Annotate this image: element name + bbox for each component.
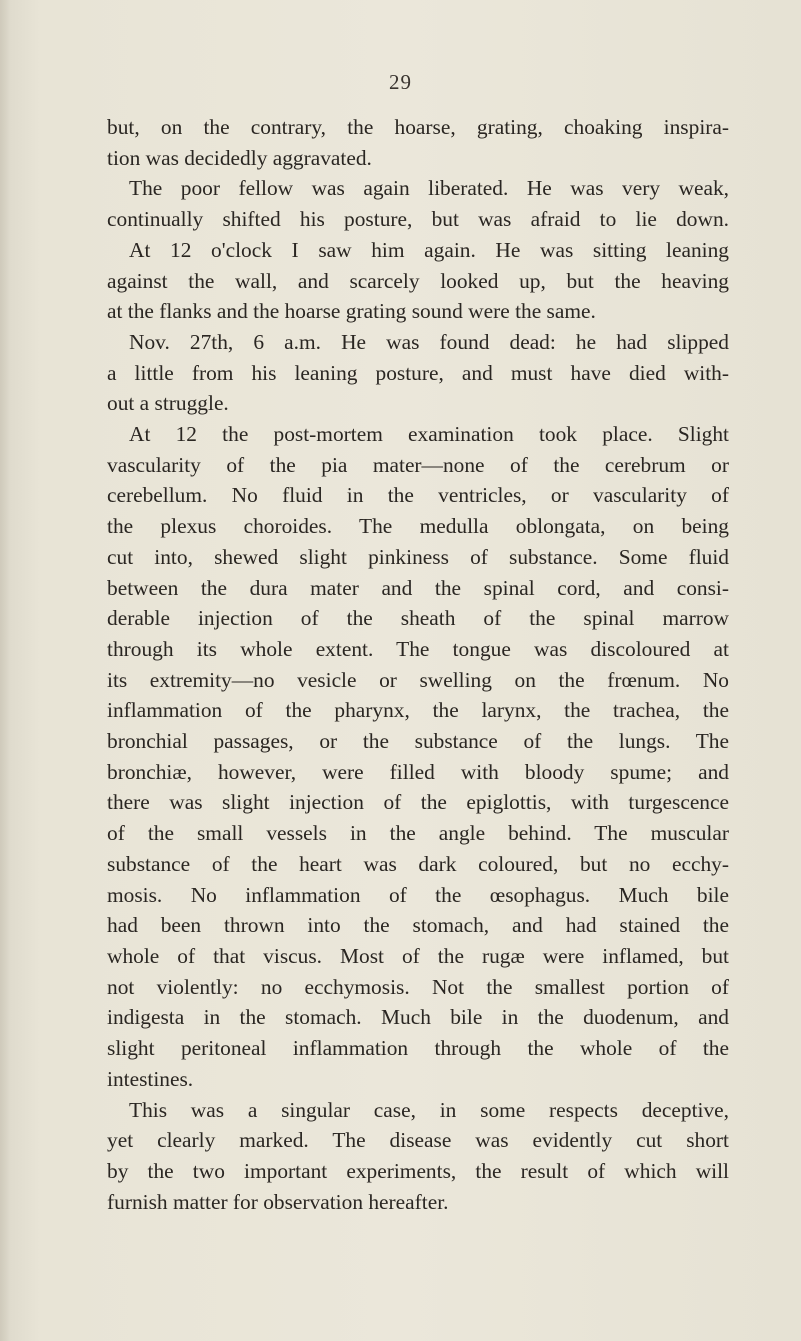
text-line: the plexus choroides. The medulla oblongata, on being bbox=[107, 514, 729, 539]
text-line: vascularity of the pia mater—none of the cerebrum or bbox=[107, 452, 729, 477]
text-line: through its whole extent. The tongue was discoloured at bbox=[107, 636, 729, 661]
page-edge-shadow bbox=[0, 0, 10, 1341]
page-number: 29 bbox=[389, 70, 412, 94]
text-line: mosis. No inflammation of the œsophagus. Much bile bbox=[107, 882, 729, 907]
text-line: continually shifted his posture, but was afraid to lie down. bbox=[107, 207, 729, 232]
text-line: derable injection of the sheath of the spinal marrow bbox=[107, 606, 729, 631]
text-line: bronchiæ, however, were filled with bloody spume; and bbox=[107, 759, 729, 784]
text-line: whole of that viscus. Most of the rugæ were inflamed, but bbox=[107, 943, 729, 968]
text-line: its extremity—no vesicle or swelling on the frœnum. No bbox=[107, 667, 729, 692]
text-line: cerebellum. No fluid in the ventricles, or vascularity of bbox=[107, 483, 729, 508]
text-line: At 12 o'clock I saw him again. He was sitting leaning bbox=[129, 237, 729, 262]
text-line: out a struggle. bbox=[107, 391, 229, 416]
text-line: furnish matter for observation hereafter. bbox=[107, 1189, 449, 1214]
body-text bbox=[107, 112, 729, 1217]
text-line: at the flanks and the hoarse grating sound were the same. bbox=[107, 299, 596, 324]
text-line: The poor fellow was again liberated. He was very weak, bbox=[129, 176, 729, 201]
text-line: inflammation of the pharynx, the larynx, the trachea, the bbox=[107, 698, 729, 723]
text-line: cut into, shewed slight pinkiness of substance. Some fluid bbox=[107, 544, 729, 569]
text-line: but, on the contrary, the hoarse, grating, choaking inspira- bbox=[107, 115, 729, 139]
text-line: had been thrown into the stomach, and had stained the bbox=[107, 913, 729, 938]
text-line: bronchial passages, or the substance of the lungs. The bbox=[107, 729, 729, 754]
text-line: This was a singular case, in some respects deceptive, bbox=[129, 1097, 729, 1122]
text-line: not violently: no ecchymosis. Not the smallest portion of bbox=[107, 974, 729, 999]
text-line: between the dura mater and the spinal cord, and consi- bbox=[107, 575, 729, 600]
text-line: of the small vessels in the angle behind. The muscular bbox=[107, 821, 729, 846]
text-line: there was slight injection of the epiglottis, with turgescence bbox=[107, 790, 729, 815]
text-line: At 12 the post-mortem examination took place. Slight bbox=[129, 422, 729, 447]
text-line: Nov. 27th, 6 a.m. He was found dead: he had slipped bbox=[129, 329, 729, 354]
text-line: slight peritoneal inflammation through the whole of the bbox=[107, 1036, 729, 1061]
text-line: yet clearly marked. The disease was evidently cut short bbox=[107, 1128, 729, 1153]
text-line: indigesta in the stomach. Much bile in the duodenum, and bbox=[107, 1005, 729, 1030]
text-line: intestines. bbox=[107, 1066, 194, 1091]
text-line: a little from his leaning posture, and must have died with- bbox=[107, 360, 729, 385]
text-line: by the two important experiments, the result of which will bbox=[107, 1158, 729, 1183]
text-line: against the wall, and scarcely looked up, but the heaving bbox=[107, 268, 729, 293]
text-line: tion was decidedly aggravated. bbox=[107, 145, 372, 170]
text-line: substance of the heart was dark coloured, but no ecchy- bbox=[107, 851, 729, 876]
